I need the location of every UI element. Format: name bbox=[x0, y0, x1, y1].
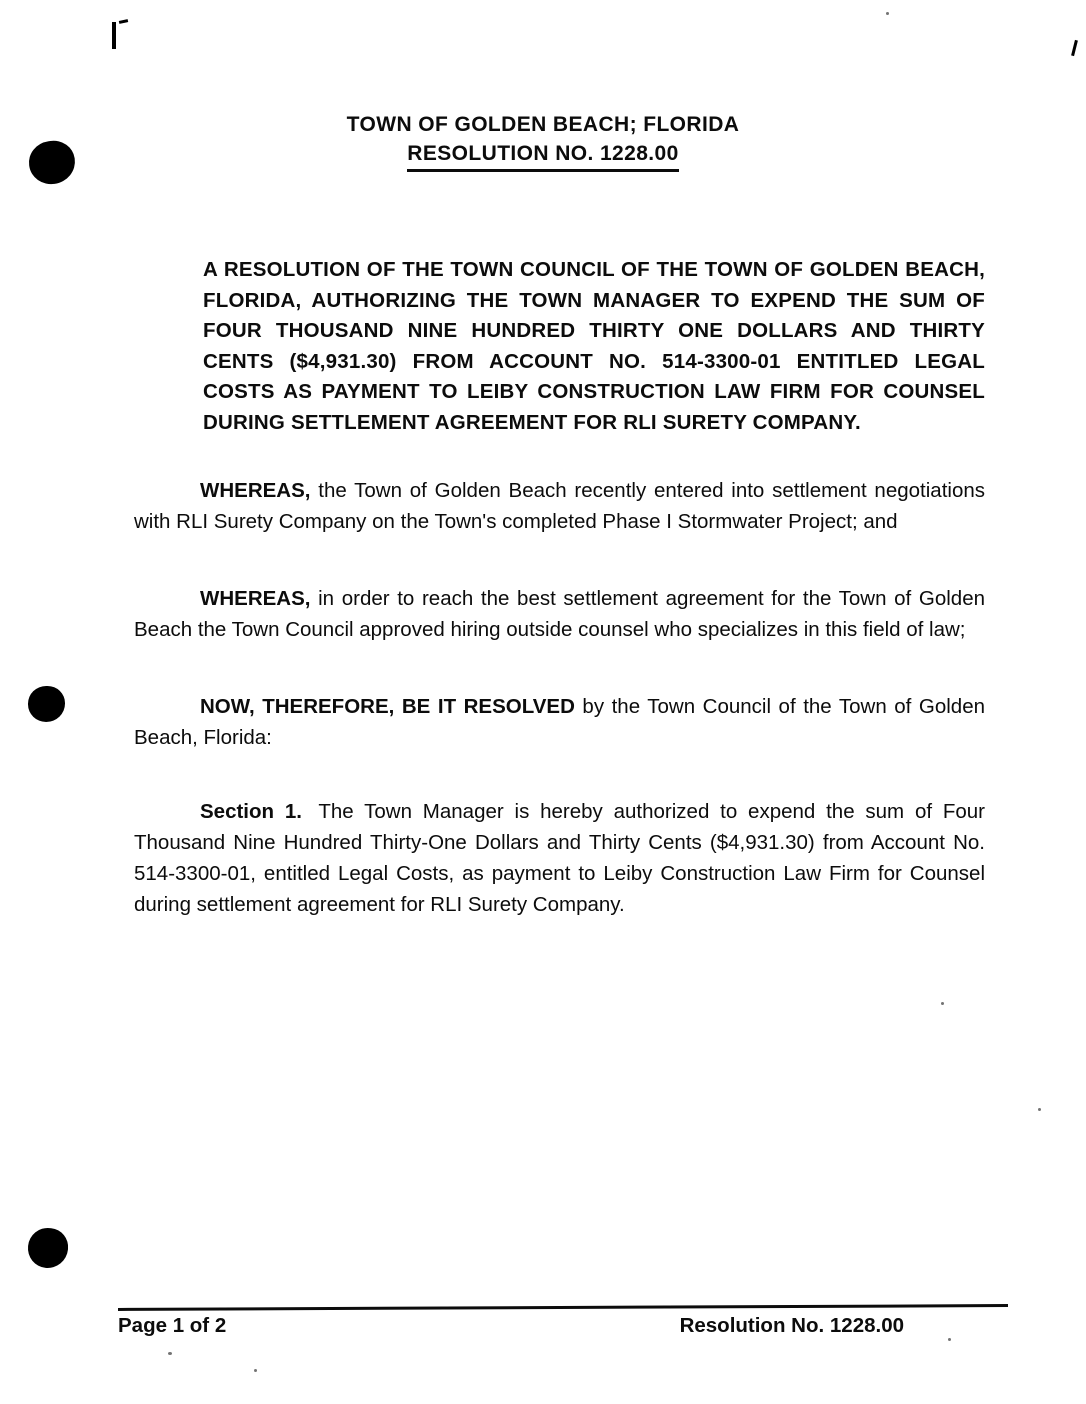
paragraph-now-therefore bbox=[134, 691, 985, 753]
whereas-1-lead: WHEREAS, bbox=[200, 479, 311, 502]
section-1-lead: Section 1. bbox=[200, 800, 302, 823]
section-1-text: The Town Manager is hereby authorized to expend the sum of Four Thousand Nine Hundred Thirty-One Dollars and Thirty Cents ($4,931.30) from Account No. 514-3300-01, entitled Legal Costs, as payment to Leiby Construction Law Firm for Counsel during settlement agreement for RLI Surety Company. bbox=[134, 800, 985, 916]
paragraph-section-1 bbox=[134, 796, 985, 920]
now-therefore-lead: NOW, THEREFORE, BE IT RESOLVED bbox=[200, 695, 575, 718]
resolution-heading-paragraph: A RESOLUTION OF THE TOWN COUNCIL OF THE TOWN OF GOLDEN BEACH, FLORIDA, AUTHORIZING THE TOWN MANAGER TO EXPEND THE SUM OF FOUR THOUSAND NINE HUNDRED THIRTY ONE DOLLARS AND THIRTY CENTS ($4,931.30) FROM ACCOUNT NO. 514-3300-01 ENTITLED LEGAL COSTS AS PAYMENT TO LEIBY CONSTRUCTION LAW FIRM FOR COUNSEL DURING SETTLEMENT AGREEMENT FOR RLI SURETY COMPANY. bbox=[203, 258, 985, 434]
footer bbox=[118, 1314, 1008, 1338]
whereas-1-text: the Town of Golden Beach recently entered into settlement negotiations with RLI Surety Company on the Town's completed Phase I Stormwater Project; and bbox=[134, 479, 985, 533]
page-number: Page 1 of 2 bbox=[118, 1314, 227, 1337]
scan-speck bbox=[254, 1369, 257, 1372]
hole-punch-bottom bbox=[26, 1226, 70, 1270]
now-therefore-text: by the Town Council of the Town of Golden Beach, Florida: bbox=[134, 695, 985, 749]
footer-resolution-number: Resolution No. 1228.00 bbox=[679, 1314, 904, 1337]
scan-speck bbox=[886, 12, 889, 15]
hole-punch-middle bbox=[28, 686, 65, 722]
document-title-line2 bbox=[0, 139, 1086, 172]
paragraph-whereas-2 bbox=[134, 583, 985, 645]
scan-speck bbox=[168, 1352, 172, 1355]
whereas-2-text: in order to reach the best settlement agreement for the Town of Golden Beach the Town Council approved hiring outside counsel who specializes in this field of law; bbox=[134, 587, 985, 641]
scan-speck bbox=[948, 1338, 951, 1341]
paragraph-whereas-1 bbox=[134, 475, 985, 537]
whereas-2-lead: WHEREAS, bbox=[200, 587, 311, 610]
document-title-line1: TOWN OF GOLDEN BEACH; FLORIDA bbox=[346, 113, 740, 136]
scan-tick-mark bbox=[112, 22, 116, 49]
document-title-block bbox=[0, 0, 1086, 172]
scan-speck bbox=[1038, 1108, 1041, 1111]
scan-speck bbox=[941, 1002, 944, 1005]
resolution-number-title: RESOLUTION NO. 1228.00 bbox=[407, 139, 678, 172]
footer-divider-line bbox=[118, 1304, 1008, 1311]
